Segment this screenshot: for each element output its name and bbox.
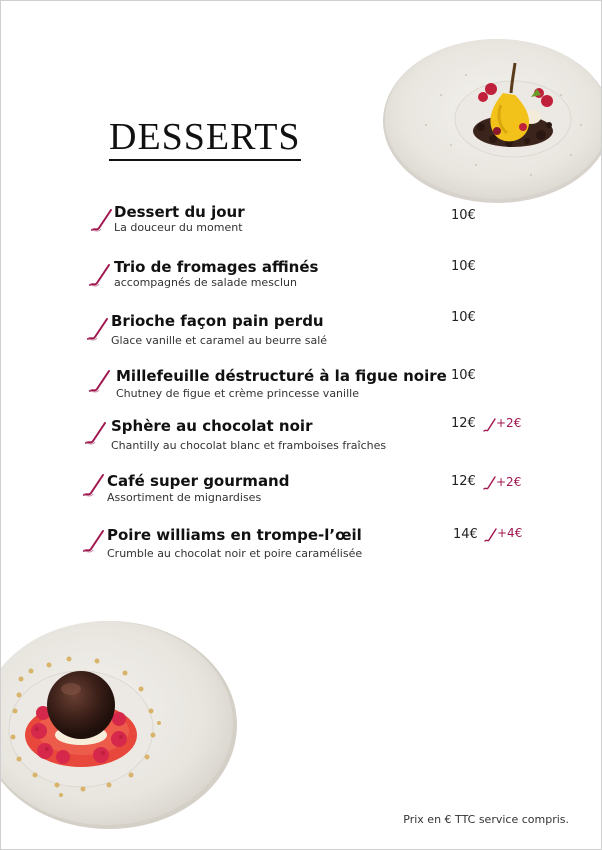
item-supplement: +2€ bbox=[496, 475, 522, 489]
pen-stroke-icon bbox=[89, 206, 115, 234]
menu-title: DESSERTS bbox=[109, 118, 301, 161]
pen-stroke-icon bbox=[484, 527, 498, 543]
item-price: 10€ bbox=[451, 259, 476, 274]
item-name: Trio de fromages affinés bbox=[114, 258, 319, 276]
pen-stroke-icon bbox=[85, 315, 111, 343]
item-description: Crumble au chocolat noir et poire caramélisée bbox=[107, 547, 363, 560]
item-name: Millefeuille déstructuré à la figue noire bbox=[116, 367, 447, 385]
item-price: 10€ bbox=[451, 368, 476, 383]
pen-stroke-icon bbox=[87, 367, 113, 395]
item-supplement: +4€ bbox=[497, 526, 523, 540]
item-description: Chantilly au chocolat blanc et framboises fraîches bbox=[111, 439, 387, 452]
item-description: Chutney de figue et crème princesse vanille bbox=[116, 387, 359, 400]
pear-dessert-plate-image bbox=[381, 35, 602, 205]
pen-stroke-icon bbox=[81, 471, 107, 499]
item-name: Café super gourmand bbox=[107, 472, 290, 490]
item-price: 10€ bbox=[451, 208, 476, 223]
item-description: Assortiment de mignardises bbox=[107, 491, 262, 504]
item-name: Brioche façon pain perdu bbox=[111, 312, 324, 330]
pen-stroke-icon bbox=[483, 475, 497, 491]
pen-stroke-icon bbox=[87, 261, 113, 289]
chocolate-sphere-plate-image bbox=[1, 619, 241, 833]
item-description: La douceur du moment bbox=[114, 221, 243, 234]
pen-stroke-icon bbox=[83, 419, 109, 447]
item-price: 10€ bbox=[451, 310, 476, 325]
pen-stroke-icon bbox=[483, 417, 497, 433]
pen-stroke-icon bbox=[81, 527, 107, 555]
item-name: Poire williams en trompe-l’œil bbox=[107, 526, 362, 544]
item-price: 12€ bbox=[451, 416, 476, 431]
item-supplement: +2€ bbox=[496, 416, 522, 430]
item-name: Sphère au chocolat noir bbox=[111, 417, 313, 435]
item-price: 14€ bbox=[453, 527, 478, 542]
item-name: Dessert du jour bbox=[114, 203, 245, 221]
item-description: Glace vanille et caramel au beurre salé bbox=[111, 334, 328, 347]
price-note: Prix en € TTC service compris. bbox=[403, 813, 569, 826]
item-description: accompagnés de salade mesclun bbox=[114, 276, 297, 289]
item-price: 12€ bbox=[451, 474, 476, 489]
